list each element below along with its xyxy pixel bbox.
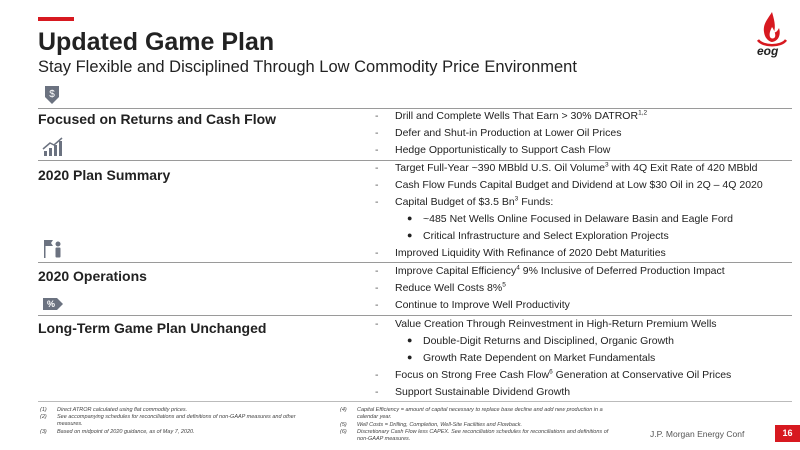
svg-text:$: $ <box>49 89 55 100</box>
page-number: 16 <box>775 425 800 442</box>
flag-person-icon <box>42 239 64 259</box>
percent-tag-icon <box>42 294 64 314</box>
section-title-operations: 2020 Operations <box>38 268 147 284</box>
section-divider <box>38 160 792 161</box>
section-divider <box>38 315 792 316</box>
section-divider <box>38 262 792 263</box>
section-title-returns: Focused on Returns and Cash Flow <box>38 111 277 127</box>
section-title-longterm: Long-Term Game Plan Unchanged <box>38 320 267 336</box>
dollar-shield-icon <box>42 85 64 105</box>
section-divider <box>38 108 792 109</box>
page-title: Updated Game Plan <box>38 28 275 56</box>
page-subtitle: Stay Flexible and Disciplined Through Low Commodity Price Environment <box>38 58 577 76</box>
accent-bar <box>38 17 74 21</box>
conference-label: J.P. Morgan Energy Conf <box>650 429 745 439</box>
logo-text: eog <box>757 44 779 58</box>
section-title-plan: 2020 Plan Summary <box>38 167 171 183</box>
svg-text:%: % <box>46 299 56 309</box>
bar-chart-icon <box>42 137 64 157</box>
footnote-divider <box>38 401 792 402</box>
